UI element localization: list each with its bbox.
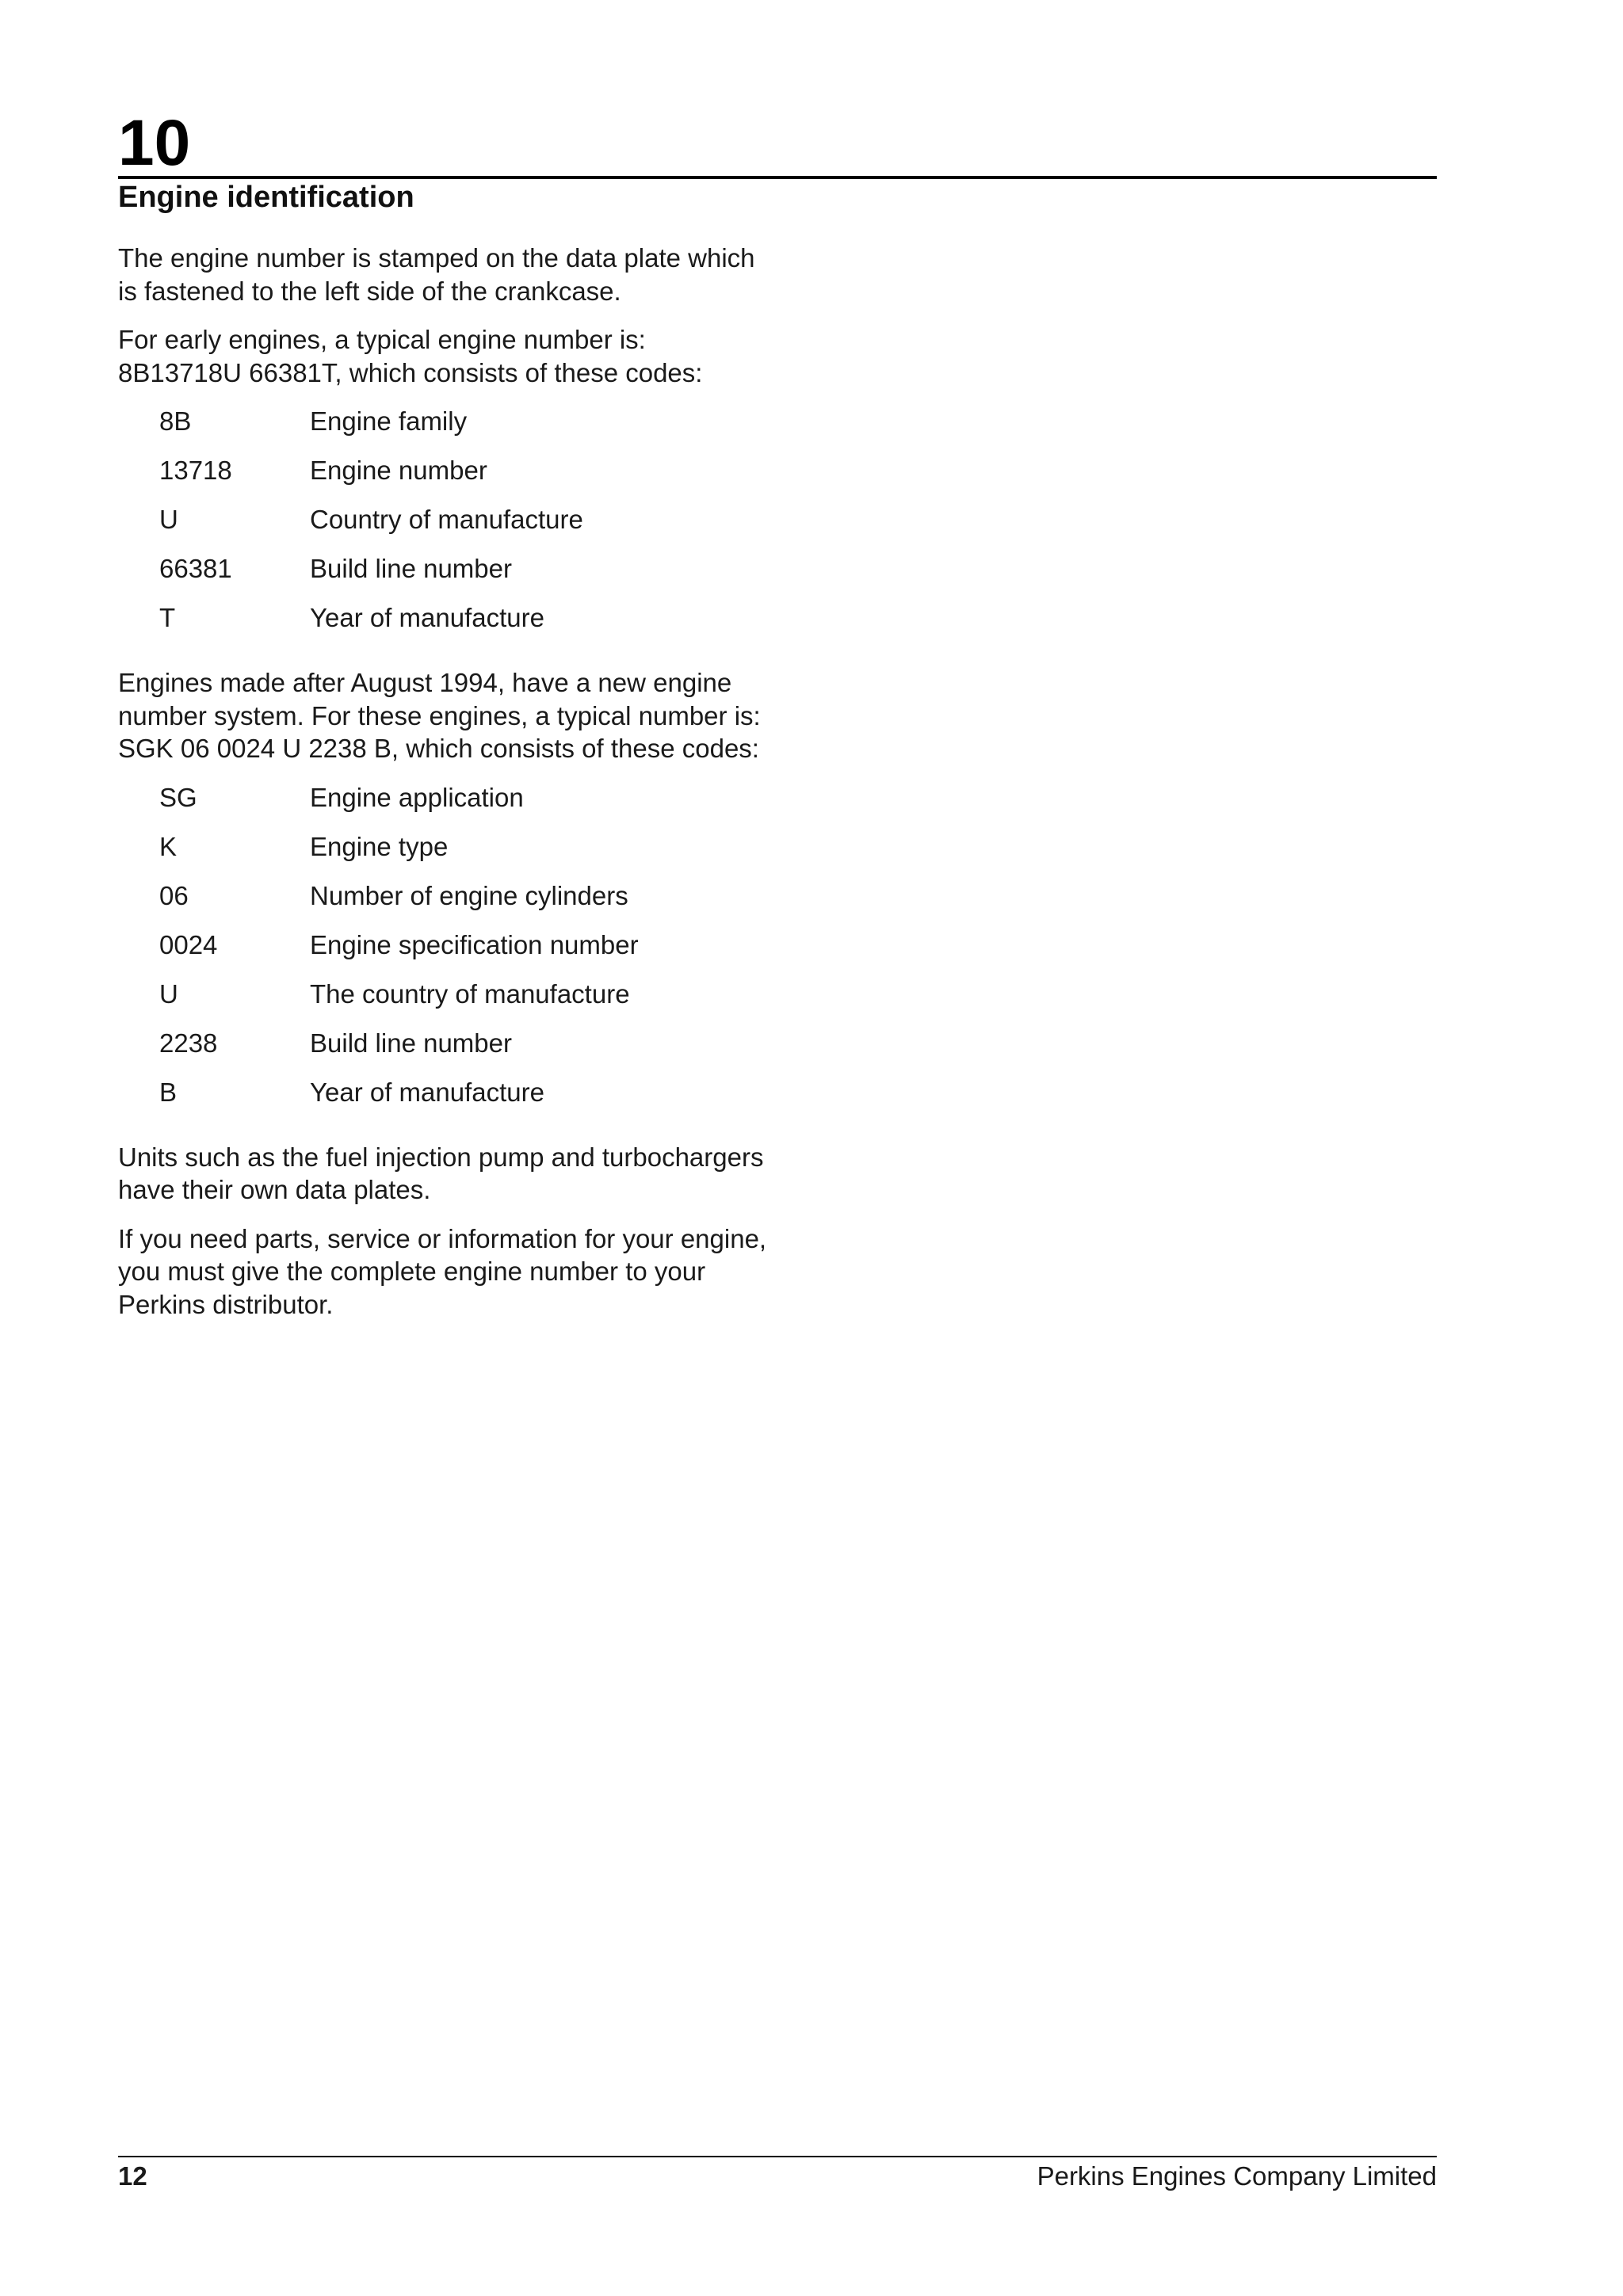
code-value: 13718 <box>159 456 232 485</box>
code-meaning: The country of manufacture <box>310 978 630 1009</box>
code-row <box>118 978 776 1027</box>
code-row <box>118 601 776 650</box>
code-value: B <box>159 1077 178 1107</box>
code-row <box>118 929 776 978</box>
code-row <box>118 1027 776 1076</box>
new-code-list <box>118 781 776 1125</box>
code-row <box>118 552 776 601</box>
code-meaning: Engine application <box>310 782 524 812</box>
units-note-paragraph: Units such as the fuel injection pump and turbochargers have their own data plates. <box>118 1142 764 1204</box>
footer-company-name: Perkins Engines Company Limited <box>1037 2161 1437 2191</box>
code-meaning: Engine family <box>310 406 468 436</box>
code-value: K <box>159 831 178 861</box>
code-row <box>118 454 776 503</box>
code-row <box>118 830 776 879</box>
code-row <box>118 503 776 552</box>
early-code-list <box>118 405 776 650</box>
footer-rule <box>118 2156 1437 2157</box>
section-number: 10 <box>118 107 191 179</box>
code-value: 0024 <box>159 929 218 959</box>
code-meaning: Year of manufacture <box>310 603 544 632</box>
code-meaning: Build line number <box>310 1028 512 1058</box>
code-row <box>118 1076 776 1125</box>
code-meaning: Year of manufacture <box>310 1077 544 1107</box>
section-title: Engine identification <box>118 181 414 214</box>
code-value: 2238 <box>159 1028 218 1058</box>
code-row <box>118 781 776 830</box>
code-meaning: Engine specification number <box>310 929 639 959</box>
code-row <box>118 879 776 929</box>
code-meaning: Engine number <box>310 456 487 485</box>
code-meaning: Country of manufacture <box>310 505 583 534</box>
page-number: 12 <box>118 2161 147 2191</box>
code-row <box>118 405 776 454</box>
early-engines-paragraph: For early engines, a typical engine number is: 8B13718U 66381T, which consists of these codes: <box>118 325 703 387</box>
code-value: SG <box>159 782 197 812</box>
code-value: T <box>159 603 176 632</box>
code-value: 06 <box>159 880 189 910</box>
code-meaning: Build line number <box>310 554 512 583</box>
code-value: U <box>159 978 178 1009</box>
code-value: 66381 <box>159 554 232 583</box>
new-engines-paragraph: Engines made after August 1994, have a new engine number system. For these engines, a typical number is: SGK 06 0024 U 2238 B, which consists of these codes: <box>118 668 761 763</box>
code-value: 8B <box>159 406 192 436</box>
code-meaning: Number of engine cylinders <box>310 880 628 910</box>
code-meaning: Engine type <box>310 831 449 861</box>
section-body <box>118 242 776 1321</box>
intro-paragraph: The engine number is stamped on the data plate which is fastened to the left side of the crankcase. <box>118 243 755 306</box>
parts-note-paragraph: If you need parts, service or information for your engine, you must give the complete engine number to your Perkins distributor. <box>118 1223 767 1319</box>
code-value: U <box>159 505 178 534</box>
